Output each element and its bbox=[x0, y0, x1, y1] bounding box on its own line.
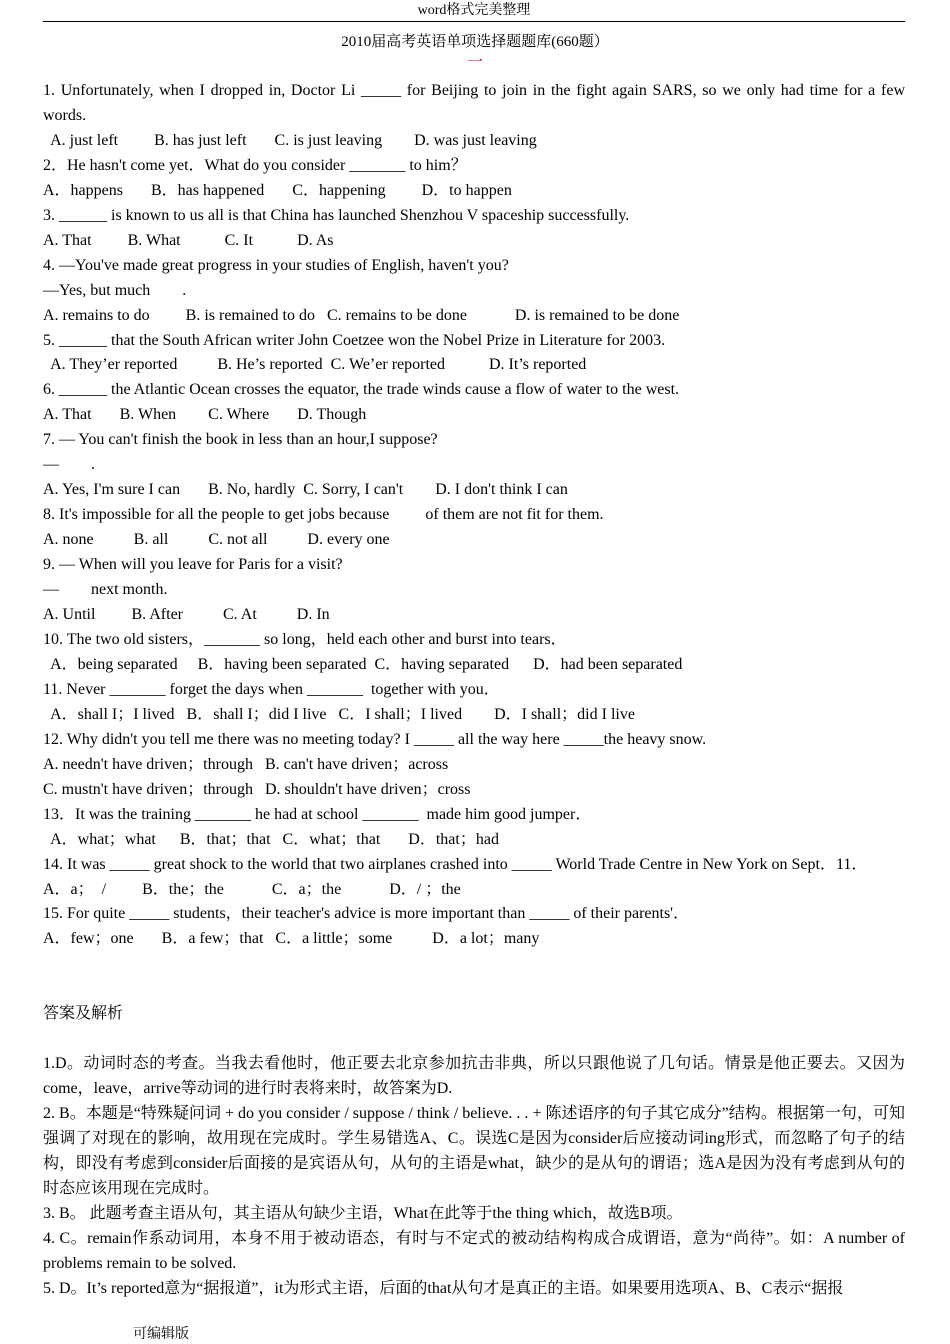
question-options: A. needn't have driven；through B. can't have driven；across bbox=[43, 755, 449, 773]
page-footer: 可编辑版 bbox=[133, 1327, 189, 1342]
question-options: A．shall I；I lived B．shall I；did I live C．I shall；I lived D．I shall；did I live bbox=[43, 705, 635, 723]
question-stem: 11. Never _______ forget the days when _______ together with you． bbox=[43, 680, 500, 698]
question-stem: 13．It was the training _______ he had at school _______ made him good jumper． bbox=[43, 805, 592, 823]
question-stem: 9. — When will you leave for Paris for a visit? bbox=[43, 556, 343, 574]
question-options: A．happens B．has happened C．happening D．to happen bbox=[43, 181, 512, 199]
question-options: A．being separated B．having been separated C．having separated D．had been separated bbox=[43, 655, 683, 673]
answer-explanation: 5. D。It’s reported意为“据报道”，it为形式主语，后面的that从句才是真正的主语。如果要用选项A、B、C表示“据报 bbox=[43, 1279, 844, 1297]
question-options: A. That B. When C. Where D. Though bbox=[43, 406, 367, 424]
question-item bbox=[43, 254, 905, 329]
question-item bbox=[43, 428, 905, 503]
question-stem: — . bbox=[43, 456, 95, 474]
question-stem: 6. ______ the Atlantic Ocean crosses the equator, the trade winds cause a flow of water to the west. bbox=[43, 381, 680, 399]
question-stem: 10. The two old sisters，_______ so long，held each other and burst into tears． bbox=[43, 630, 567, 648]
question-stem: 8. It's impossible for all the people to get jobs because of them are not fit for them. bbox=[43, 506, 604, 524]
document-title: 2010届高考英语单项选择题题库(660题） bbox=[341, 34, 609, 50]
question-options: C. mustn't have driven；through D. shouldn't have driven；cross bbox=[43, 780, 471, 798]
question-stem: 12. Why didn't you tell me there was no meeting today? I _____ all the way here _____the heavy snow. bbox=[43, 730, 707, 748]
question-options: A. That B. What C. It D. As bbox=[43, 231, 334, 249]
answer-explanation: 4. C。remain作系动词用，本身不用于被动语态，有时与不定式的被动结构构成合成谓语，意为“尚待”。如：A number of problems remain to be solved. bbox=[43, 1229, 905, 1272]
question-item bbox=[43, 678, 905, 728]
question-options: A．few；one B．a few；that C．a little；some D．a lot；many bbox=[43, 930, 540, 948]
answers-heading: 答案及解析 bbox=[43, 1005, 124, 1023]
question-item bbox=[43, 553, 905, 628]
question-item bbox=[43, 853, 905, 903]
question-item bbox=[43, 803, 905, 853]
question-item bbox=[43, 503, 905, 553]
page-header: word格式完美整理 bbox=[43, 2, 905, 22]
question-item bbox=[43, 79, 905, 154]
question-stem: 14. It was _____ great shock to the world that two airplanes crashed into _____ World Trade Centre in New York on Sept．11． bbox=[43, 855, 868, 873]
question-item bbox=[43, 628, 905, 678]
question-options: A. just left B. has just left C. is just leaving D. was just leaving bbox=[43, 131, 537, 149]
question-stem: — next month. bbox=[43, 581, 168, 599]
question-options: A．what；what B．that；that C．what；that D．that；had bbox=[43, 830, 499, 848]
section-mark: 一 bbox=[466, 54, 483, 71]
question-stem: —Yes, but much . bbox=[43, 281, 187, 299]
question-options: A. none B. all C. not all D. every one bbox=[43, 531, 390, 549]
answer-explanation: 3. B。 此题考查主语从句，其主语从句缺少主语，What在此等于the thing which，故选B项。 bbox=[43, 1205, 683, 1223]
answer-list bbox=[43, 1052, 905, 1302]
question-item bbox=[43, 902, 905, 952]
question-item bbox=[43, 154, 905, 204]
question-stem: 5. ______ that the South African writer John Coetzee won the Nobel Prize in Literature for 2003. bbox=[43, 331, 666, 349]
question-stem: 4. —You've made great progress in your studies of English, haven't you? bbox=[43, 256, 509, 274]
question-stem: 3. ______ is known to us all is that China has launched Shenzhou V spaceship successfully. bbox=[43, 206, 630, 224]
question-options: A．a； / B．the；the C．a；the D．/ ；the bbox=[43, 880, 461, 898]
question-options: A. Yes, I'm sure I can B. No, hardly C. Sorry, I can't D. I don't think I can bbox=[43, 481, 568, 499]
question-stem: 2．He hasn't come yet．What do you consider _______ to him？ bbox=[43, 156, 467, 174]
question-item bbox=[43, 204, 905, 254]
question-item bbox=[43, 378, 905, 428]
question-stem: 15. For quite _____ students，their teacher's advice is more important than _____ of their parents'． bbox=[43, 905, 690, 923]
question-item bbox=[43, 329, 905, 379]
question-options: A. They’er reported B. He’s reported C. We’er reported D. It’s reported bbox=[43, 356, 587, 374]
document-body bbox=[43, 79, 905, 1302]
question-options: A. Until B. After C. At D. In bbox=[43, 606, 330, 624]
answer-explanation: 2. B。本题是“特殊疑问词 + do you consider / suppose / think / believe. . . + 陈述语序的句子其它成分”结构。根据第一句，可知强调了对现在的影响，故用现在完成时。学生易错选A、C。误选C是因为consider后应接动词ing形式，而忽略了句子的结构，即没有考虑到consider后面接的是宾语从句，从句的主语是what，缺少的是从句的谓语；选A是因为没有考虑到从句的时态应该用现在完成时。 bbox=[43, 1105, 905, 1198]
answer-explanation: 1.D。动词时态的考查。当我去看他时，他正要去北京参加抗击非典，所以只跟他说了几句话。情景是他正要去。又因为come，leave，arrive等动词的进行时表将来时，故答案为D. bbox=[43, 1055, 905, 1098]
question-stem: 7. — You can't finish the book in less than an hour,I suppose? bbox=[43, 431, 438, 449]
question-stem: 1. Unfortunately, when I dropped in, Doctor Li _____ for Beijing to join in the fight again SARS, so we only had time for a few words. bbox=[43, 82, 905, 124]
question-item bbox=[43, 728, 905, 803]
question-options: A. remains to do B. is remained to do C. remains to be done D. is remained to be done bbox=[43, 306, 680, 324]
question-list bbox=[43, 79, 905, 952]
